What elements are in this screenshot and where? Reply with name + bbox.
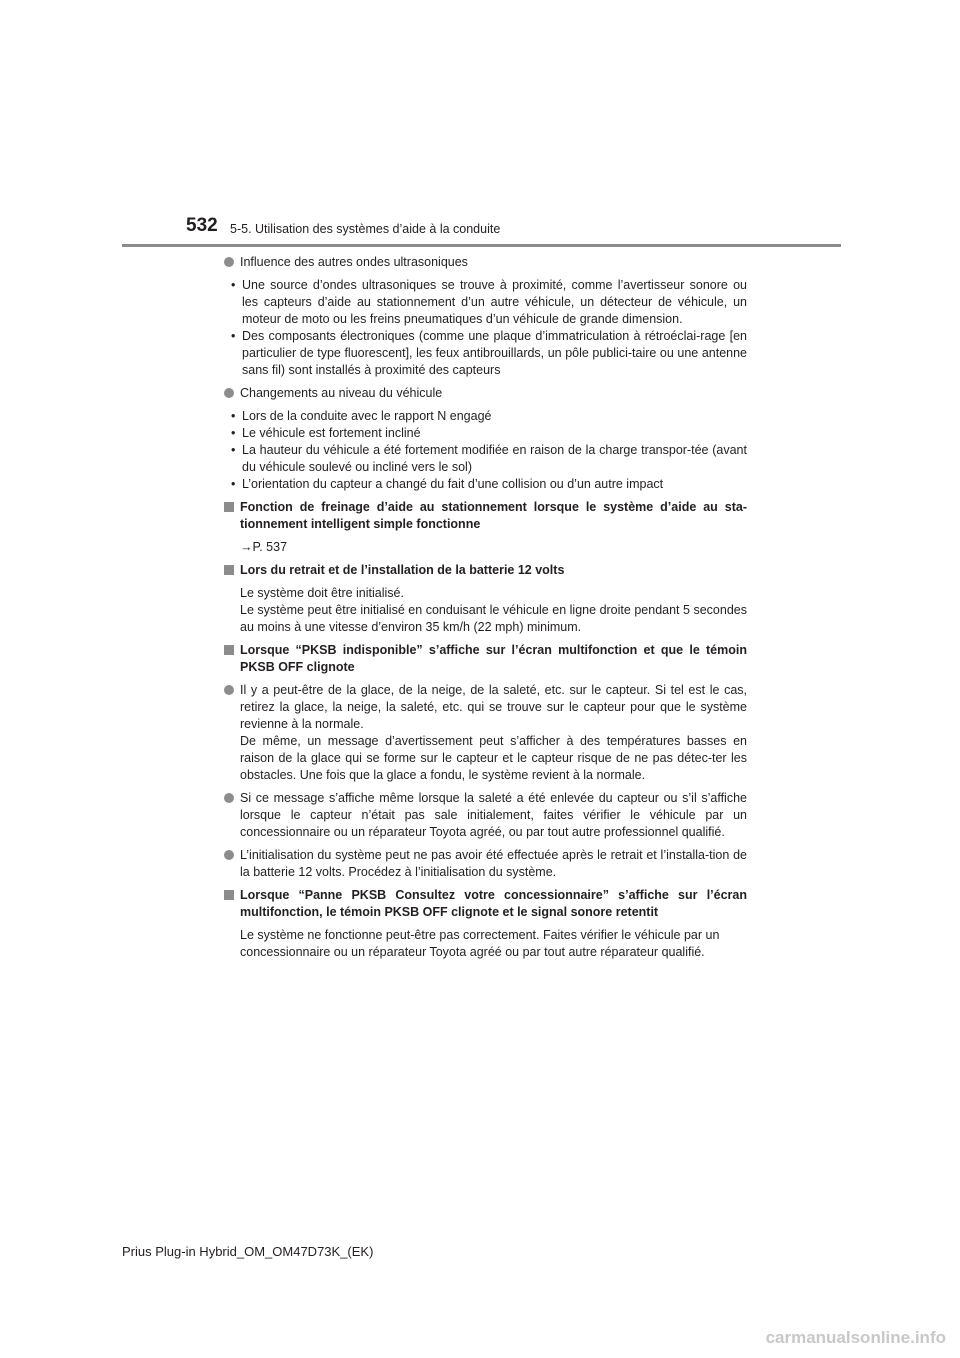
paragraph: De même, un message d’avertissement peut s’afficher à des températures basses en raison de la glace qui se forme sur le capteur et le capteur risque de ne pas détec-ter les obstacles. Une fois que la glace a fondu, le système revient à la normale. xyxy=(240,734,747,782)
paragraph: Le système doit être initialisé. xyxy=(240,586,404,600)
paragraph: Le système ne fonctionne peut-être pas correctement. Faites vérifier le véhicule par un concessionnaire ou un réparateur Toyota agréé ou par tout autre réparateur qualifié. xyxy=(240,928,720,959)
list-item-text: Le véhicule est fortement incliné xyxy=(242,426,421,440)
dot-marker-icon: • xyxy=(231,443,236,457)
list-item xyxy=(224,442,747,476)
section-heading-text: Lorsque “PKSB indisponible” s’affiche sur l’écran multifonction et que le témoin PKSB OFF clignote xyxy=(240,643,747,674)
page-number: 532 xyxy=(186,215,218,236)
bullet-paragraph xyxy=(224,790,747,841)
paragraph: L’initialisation du système peut ne pas avoir été effectuée après le retrait et l’installa-tion de la batterie 12 volts. Procédez à l’initialisation du système. xyxy=(240,848,747,879)
section-title: 5-5. Utilisation des systèmes d’aide à la conduite xyxy=(230,222,501,236)
bullet-vehicle-changes xyxy=(224,385,747,402)
square-bullet-icon xyxy=(224,890,234,900)
list-item xyxy=(224,328,747,379)
paragraph: Si ce message s’affiche même lorsque la saleté a été enlevée du capteur ou s’il s’affiche lorsque le capteur n’était pas sale initialement, faites vérifier le véhicule par un concessionnaire ou un réparateur Toyota agréé, ou par tout autre professionnel qualifié. xyxy=(240,791,747,839)
paragraph: Le système peut être initialisé en conduisant le véhicule en ligne droite pendant 5 secondes au moins à une vitesse d’environ 35 km/h (22 mph) minimum. xyxy=(240,603,747,634)
bullet-ultrasonic xyxy=(224,254,747,271)
circle-bullet-icon xyxy=(224,257,234,267)
list-item xyxy=(224,425,747,442)
dot-marker-icon: • xyxy=(231,278,236,292)
circle-bullet-icon xyxy=(224,388,234,398)
paragraph: Il y a peut-être de la glace, de la neige, de la saleté, etc. sur le capteur. Si tel est le cas, retirez la glace, la neige, la saleté, etc. qui se trouve sur le capteur pour que le système revienne à la normale. xyxy=(240,683,747,731)
list-item-text: Des composants électroniques (comme une plaque d’immatriculation à rétroéclai-rage [en particulier de type fluorescent], les feux antibrouillards, un pôle publici-taire ou une antenne sans fil) sont installés à proximité des capteurs xyxy=(242,329,747,377)
section-heading-text: Lorsque “Panne PKSB Consultez votre concessionnaire” s’affiche sur l’écran multifonction, le témoin PKSB OFF clignote et le signal sonore retentit xyxy=(240,888,747,919)
dot-marker-icon: • xyxy=(231,409,236,423)
circle-bullet-icon xyxy=(224,793,234,803)
bullet-title: Influence des autres ondes ultrasoniques xyxy=(240,255,468,269)
list-item xyxy=(224,476,747,493)
section-heading xyxy=(224,562,747,579)
square-bullet-icon xyxy=(224,645,234,655)
section-heading-text: Fonction de freinage d’aide au stationnement lorsque le système d’aide au sta-tionnement intelligent simple fonctionne xyxy=(240,500,747,531)
footer-document-id: Prius Plug-in Hybrid_OM_OM47D73K_(EK) xyxy=(122,1244,374,1259)
dot-marker-icon: • xyxy=(231,329,236,343)
bullet-paragraph xyxy=(224,847,747,881)
dot-marker-icon: • xyxy=(231,477,236,491)
square-bullet-icon xyxy=(224,565,234,575)
circle-bullet-icon xyxy=(224,850,234,860)
section-heading-text: Lors du retrait et de l’installation de la batterie 12 volts xyxy=(240,563,565,577)
dot-marker-icon: • xyxy=(231,426,236,440)
page-reference-link[interactable]: →P. 537 xyxy=(240,540,288,554)
header-rule xyxy=(122,244,841,247)
bullet-paragraph xyxy=(224,682,747,784)
list-item-text: Lors de la conduite avec le rapport N engagé xyxy=(242,409,492,423)
square-bullet-icon xyxy=(224,502,234,512)
circle-bullet-icon xyxy=(224,685,234,695)
page-content xyxy=(224,254,747,961)
bullet-title: Changements au niveau du véhicule xyxy=(240,386,443,400)
watermark: carmanualsonline.info xyxy=(765,1328,946,1347)
list-item xyxy=(224,408,747,425)
list-item-text: La hauteur du véhicule a été fortement modifiée en raison de la charge transpor-tée (avant du véhicule soulevé ou incliné vers le sol) xyxy=(242,443,747,474)
section-heading xyxy=(224,499,747,533)
list-item-text: L’orientation du capteur a changé du fait d’une collision ou d’un autre impact xyxy=(242,477,664,491)
list-item-text: Une source d’ondes ultrasoniques se trouve à proximité, comme l’avertisseur sonore ou les capteurs d’aide au stationnement d’un autre véhicule, un détecteur de véhicule, un moteur de moto ou les freins pneumatiques d’un véhicule de grande dimension. xyxy=(242,278,747,326)
section-heading xyxy=(224,887,747,921)
section-heading xyxy=(224,642,747,676)
list-item xyxy=(224,277,747,328)
